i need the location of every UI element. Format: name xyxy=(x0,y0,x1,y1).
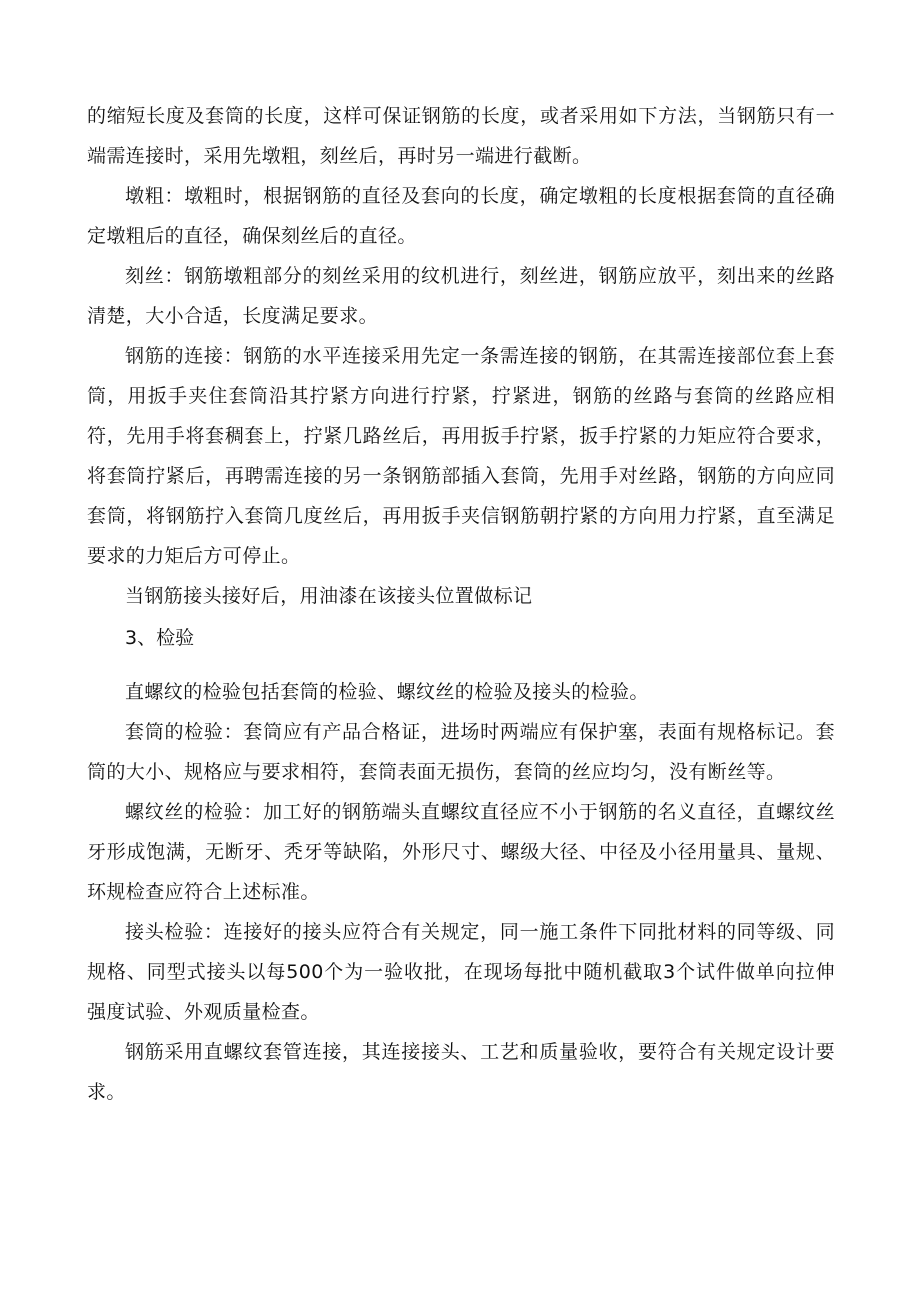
section-heading-inspection: 3、检验 xyxy=(125,627,195,649)
paragraph-continued: 的缩短长度及套筒的长度，这样可保证钢筋的长度，或者采用如下方法，当钢筋只有一端需连接时，采用先墩粗，刻丝后，再时另一端进行截断。 xyxy=(87,105,835,167)
paragraph-joint-inspection: 接头检验：连接好的接头应符合有关规定，同一施工条件下同批材料的同等级、同规格、同型式接头以每500个为一验收批，在现场每批中随机截取3个试件做单向拉伸强度试验、外观质量检查。 xyxy=(87,921,835,1023)
paragraph-marking: 当钢筋接头接好后，用油漆在该接头位置做标记 xyxy=(125,585,533,607)
paragraph-threading: 刻丝：钢筋墩粗部分的刻丝采用的纹机进行，刻丝进，钢筋应放平，刻出来的丝路清楚，大小合适，长度满足要求。 xyxy=(87,265,835,327)
paragraph-conclusion: 钢筋采用直螺纹套管连接，其连接接头、工艺和质量验收，要符合有关规定设计要求。 xyxy=(87,1041,835,1103)
paragraph-upsetting: 墩粗：墩粗时，根据钢筋的直径及套向的长度，确定墩粗的长度根据套筒的直径确定墩粗后的直径，确保刻丝后的直径。 xyxy=(87,185,835,247)
paragraph-connection: 钢筋的连接：钢筋的水平连接采用先定一条需连接的钢筋，在其需连接部位套上套筒，用扳手夹住套筒沿其拧紧方向进行拧紧，拧紧进，钢筋的丝路与套筒的丝路应相符，先用手将套稠套上，拧紧几路丝后，再用扳手拧紧，扳手拧紧的力矩应符合要求，将套筒拧紧后，再聘需连接的另一条钢筋部插入套筒，先用手对丝路，钢筋的方向应同套筒，将钢筋拧入套筒几度丝后，再用扳手夹信钢筋朝拧紧的方向用力拧紧，直至满足要求的力矩后方可停止。 xyxy=(87,345,835,567)
paragraph-thread-inspection: 螺纹丝的检验：加工好的钢筋端头直螺纹直径应不小于钢筋的名义直径，直螺纹丝牙形成饱满，无断牙、秃牙等缺陷，外形尺寸、螺级大径、中径及小径用量具、量规、环规检查应符合上述标准。 xyxy=(87,801,835,903)
heading-spacer xyxy=(87,658,835,672)
paragraph-inspection-overview: 直螺纹的检验包括套筒的检验、螺纹丝的检验及接头的检验。 xyxy=(125,681,649,703)
document-body xyxy=(87,96,835,1112)
paragraph-sleeve-inspection: 套筒的检验：套筒应有产品合格证，进场时两端应有保护塞，表面有规格标记。套筒的大小、规格应与要求相符，套筒表面无损伤，套筒的丝应均匀，没有断丝等。 xyxy=(87,721,835,783)
